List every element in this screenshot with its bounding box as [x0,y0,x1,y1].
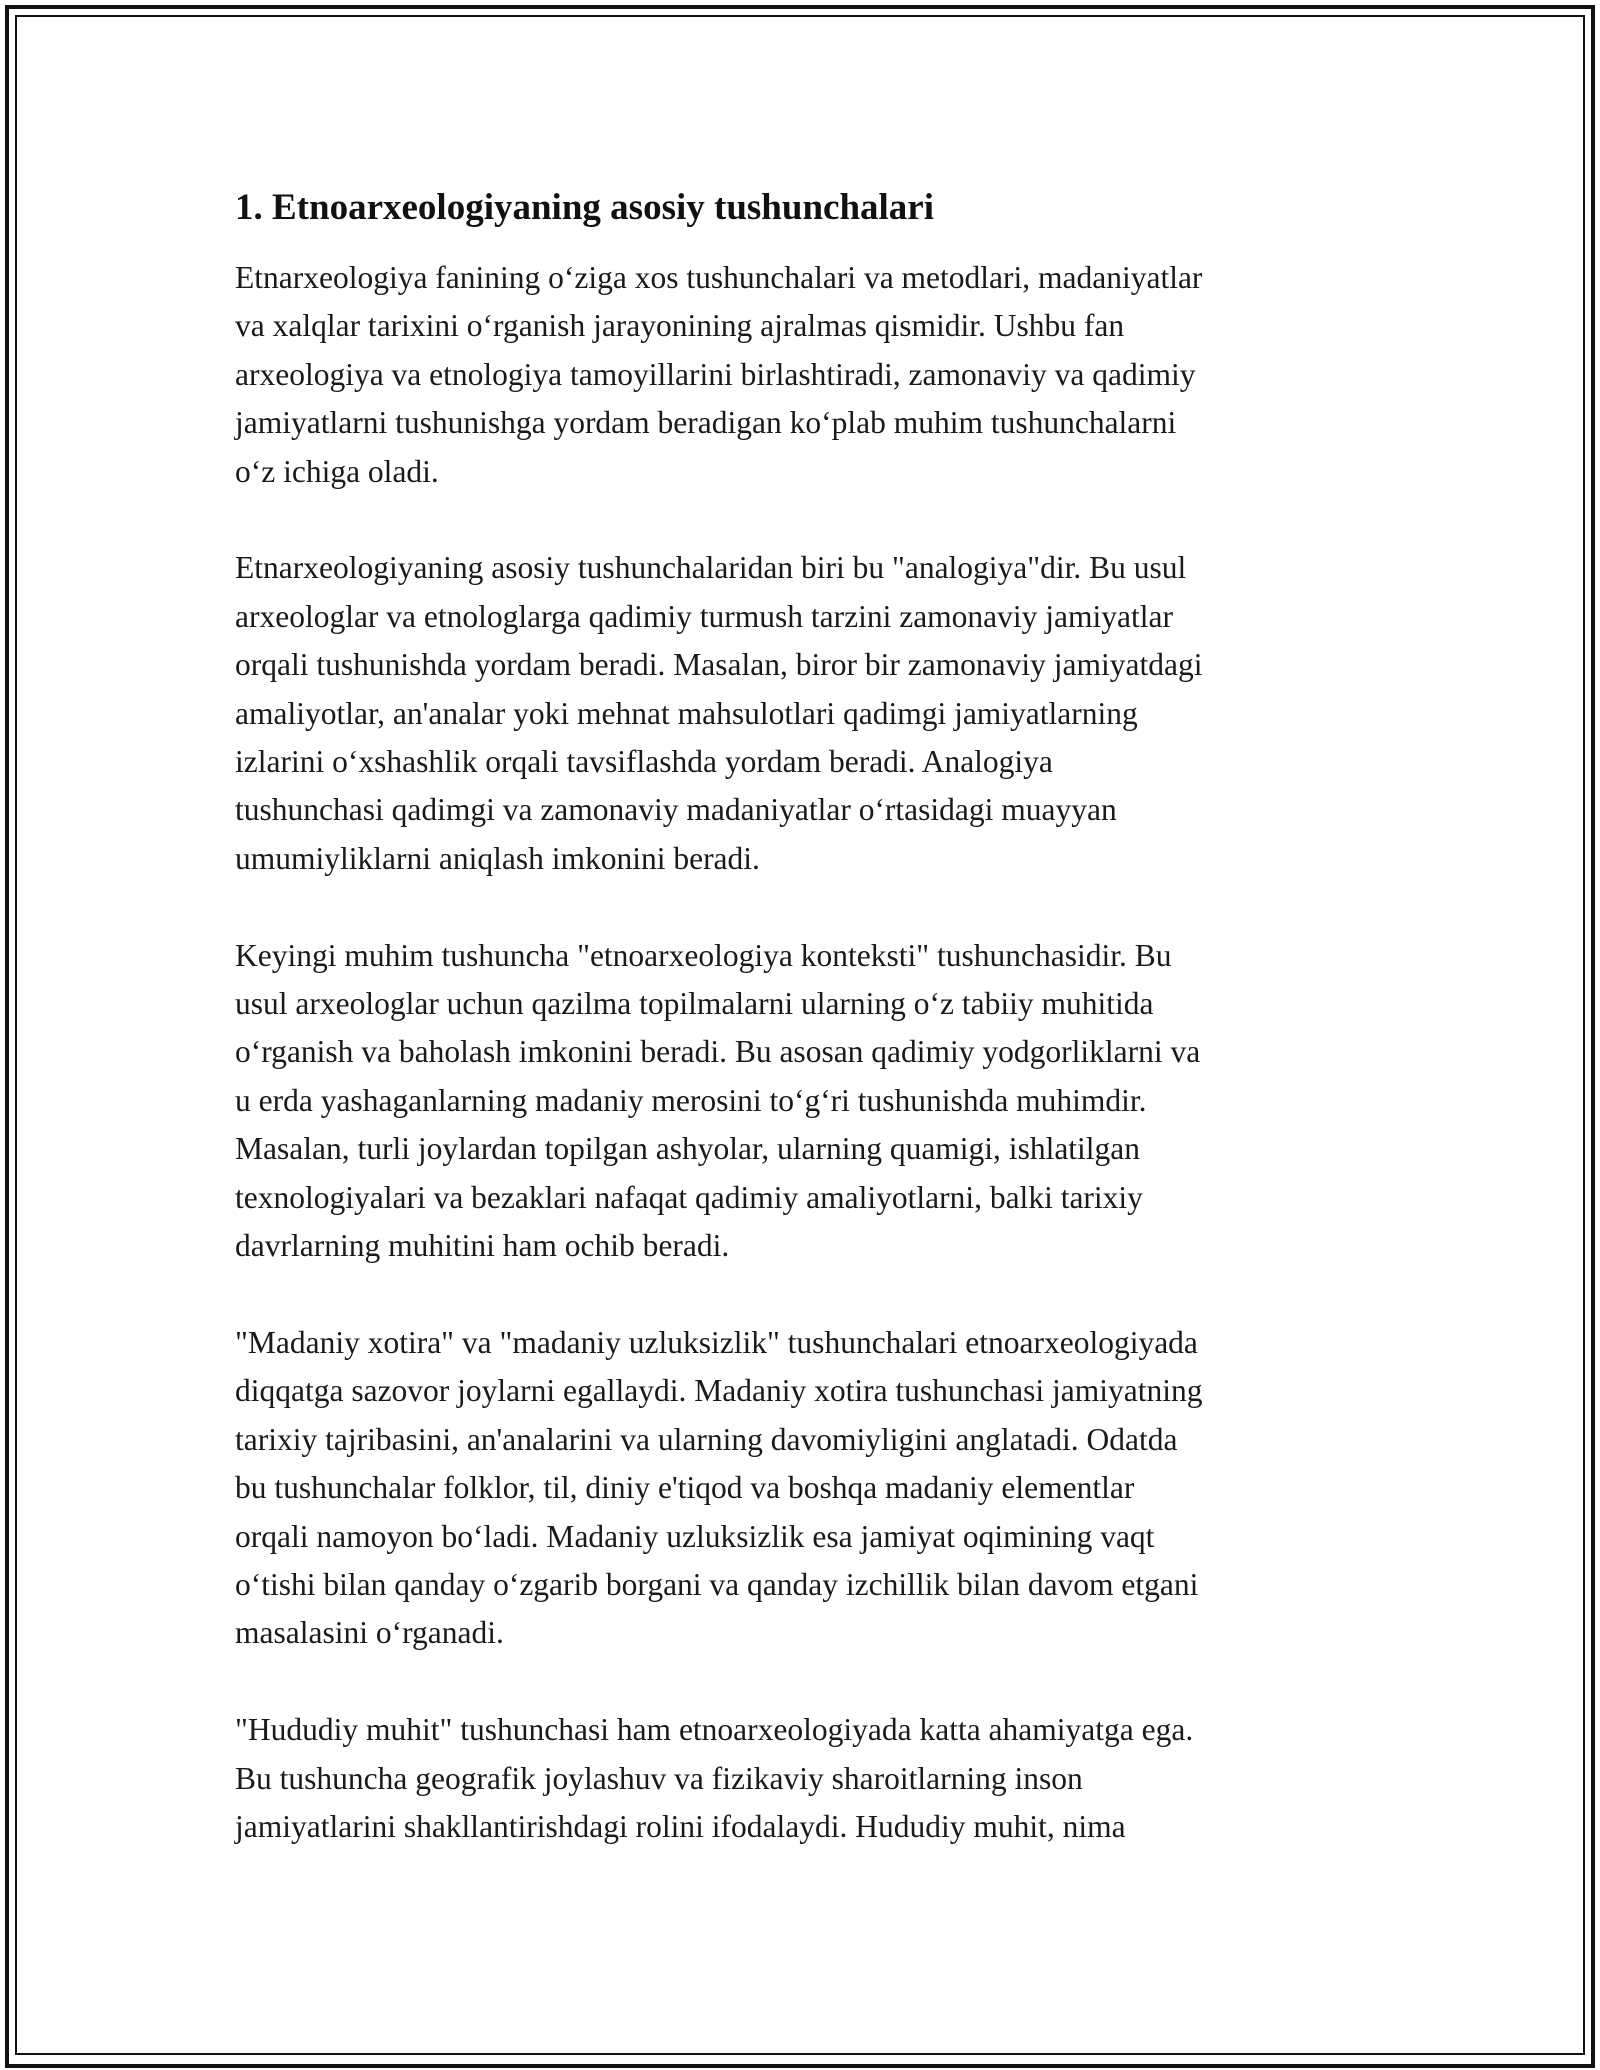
text-line: arxeologlar va etnologlarga qadimiy turmush tarzini zamonaviy jamiyatlar [235,598,1173,634]
text-line: orqali namoyon boʻladi. Madaniy uzluksizlik esa jamiyat oqimining vaqt [235,1518,1155,1554]
text-line: tarixiy tajribasini, an'analarini va ularning davomiyligini anglatadi. Odatda [235,1421,1178,1457]
text-line: jamiyatlarni tushunishga yordam beradigan koʻplab muhim tushunchalarni [235,405,1177,441]
paragraph-5 [235,1706,1365,1851]
text-line: masalasini oʻrganadi. [235,1615,504,1651]
text-line: davrlarning muhitini ham ochib beradi. [235,1228,730,1264]
text-line: u erda yashaganlarning madaniy merosini toʻgʻri tushunishda muhimdir. [235,1082,1147,1118]
text-line: oʻtishi bilan qanday oʻzgarib borgani va qanday izchillik bilan davom etgani [235,1566,1199,1602]
text-line: texnologiyalari va bezaklari nafaqat qadimiy amaliyotlarni, balki tarixiy [235,1179,1143,1215]
text-line: orqali tushunishda yordam beradi. Masalan, biror bir zamonaviy jamiyatdagi [235,647,1203,683]
text-line: usul arxeologlar uchun qazilma topilmalarni ularning oʻz tabiiy muhitida [235,986,1154,1022]
text-line: "Madaniy xotira" va "madaniy uzluksizlik" tushunchalari etnoarxeologiyada [235,1324,1198,1360]
paragraph-3 [235,932,1365,1271]
text-line: Etnarxeologiyaning asosiy tushunchalaridan biri bu "analogiya"dir. Bu usul [235,550,1187,586]
text-line: izlarini oʻxshashlik orqali tavsiflashda yordam beradi. Analogiya [235,744,1053,780]
text-line: Keyingi muhim tushuncha "etnoarxeologiya konteksti" tushunchasidir. Bu [235,937,1172,973]
text-line: Masalan, turli joylardan topilgan ashyolar, ularning quamigi, ishlatilgan [235,1131,1141,1167]
section-heading: 1. Etnoarxeologiyaning asosiy tushunchalari [235,187,935,228]
text-line: Etnarxeologiya fanining oʻziga xos tushunchalari va metodlari, madaniyatlar [235,260,1203,295]
text-line: tushunchasi qadimgi va zamonaviy madaniyatlar oʻrtasidagi muayyan [235,792,1117,828]
text-line: arxeologiya va etnologiya tamoyillarini birlashtiradi, zamonaviy va qadimiy [235,356,1196,392]
text-line: umumiyliklarni aniqlash imkonini beradi. [235,840,760,876]
text-line: bu tushunchalar folklor, til, diniy e'tiqod va boshqa madaniy elementlar [235,1470,1135,1506]
text-line: jamiyatlarini shakllantirishdagi rolini ifodalaydi. Hududiy muhit, nima [235,1808,1126,1844]
text-line: diqqatga sazovor joylarni egallaydi. Madaniy xotira tushunchasi jamiyatning [235,1373,1203,1409]
text-line: oʻrganish va baholash imkonini beradi. Bu asosan qadimiy yodgorliklarni va [235,1034,1201,1070]
text-line: "Hududiy muhit" tushunchasi ham etnoarxeologiyada katta ahamiyatga ega. [235,1712,1194,1748]
paragraph-2 [235,544,1365,883]
document-body [235,184,1365,1900]
text-line: va xalqlar tarixini oʻrganish jarayonining ajralmas qismidir. Ushbu fan [235,308,1125,344]
text-line: Bu tushuncha geografik joylashuv va fizikaviy sharoitlarning inson [235,1760,1083,1796]
text-line: amaliyotlar, an'analar yoki mehnat mahsulotlari qadimgi jamiyatlarning [235,695,1138,731]
text-line: oʻz ichiga oladi. [235,453,439,489]
paragraph-1 [235,254,1365,496]
paragraph-4 [235,1319,1365,1658]
